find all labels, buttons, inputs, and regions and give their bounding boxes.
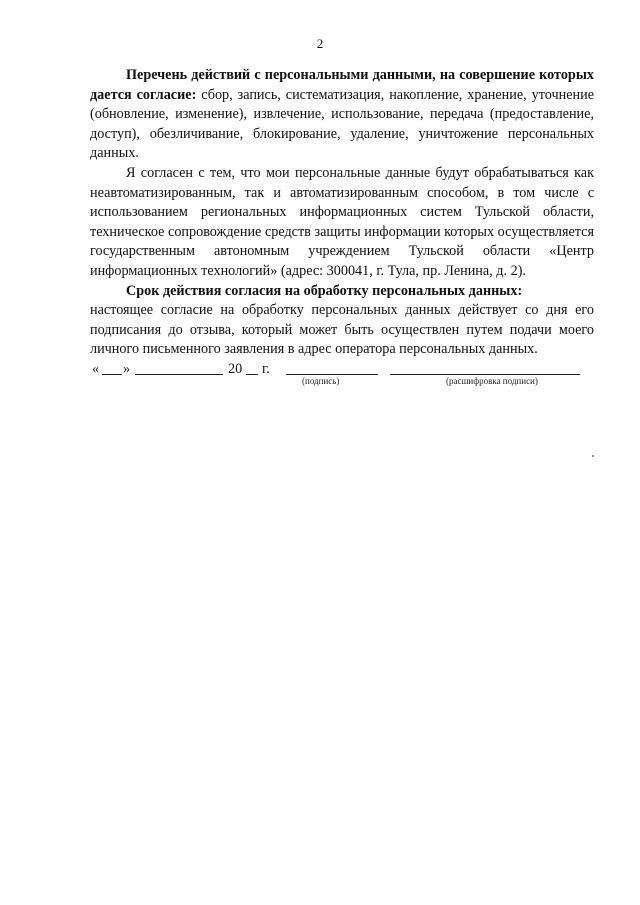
consent-term-heading: Срок действия согласия на обработку персональных данных: bbox=[126, 282, 523, 299]
decoding-blank bbox=[390, 374, 580, 375]
date-quote-open: « bbox=[92, 360, 100, 377]
day-blank bbox=[102, 374, 122, 375]
actions-heading: Перечень действий с персональными данными, на совершение которых дается согласие: bbox=[90, 67, 594, 103]
actions-paragraph bbox=[90, 66, 594, 164]
signature-row bbox=[90, 360, 594, 386]
month-blank bbox=[135, 374, 223, 375]
decoding-caption: (расшифровка подписи) bbox=[446, 375, 538, 386]
year-blank bbox=[246, 374, 258, 375]
document-body bbox=[90, 66, 594, 386]
actions-text: сбор, запись, систематизация, накопление, хранение, уточнение (обновление, изменение), извлечение, использование, передача (предоставление, доступ), обезличивание, блокирование, удаление, уничтожение персональных данных. bbox=[90, 86, 594, 162]
consent-term-text: настоящее согласие на обработку персональных данных действует со дня его подписания до отзыва, который может быть осуществлен путем подачи моего личного письменного заявления в адрес оператора персональных данных. bbox=[90, 302, 594, 358]
date-quote-close: » bbox=[123, 360, 131, 377]
stray-mark bbox=[592, 455, 594, 457]
page-number: 2 bbox=[316, 36, 324, 51]
signature-caption: (подпись) bbox=[302, 375, 340, 386]
consent-processing-paragraph: Я согласен с тем, что мои персональные данные будут обрабатываться как неавтоматизированным, так и автоматизированным способом, в том числе с использованием региональных информационных систем Тульской области, техническое сопровождение средств защиты информации которых осуществляется государственным автономным учреждением Тульской области «Центр информационных технологий» (адрес: 300041, г. Тула, пр. Ленина, д. 2). bbox=[90, 164, 594, 279]
year-suffix: г. bbox=[262, 360, 270, 377]
signature-blank bbox=[286, 374, 378, 375]
year-prefix: 20 bbox=[228, 360, 243, 377]
